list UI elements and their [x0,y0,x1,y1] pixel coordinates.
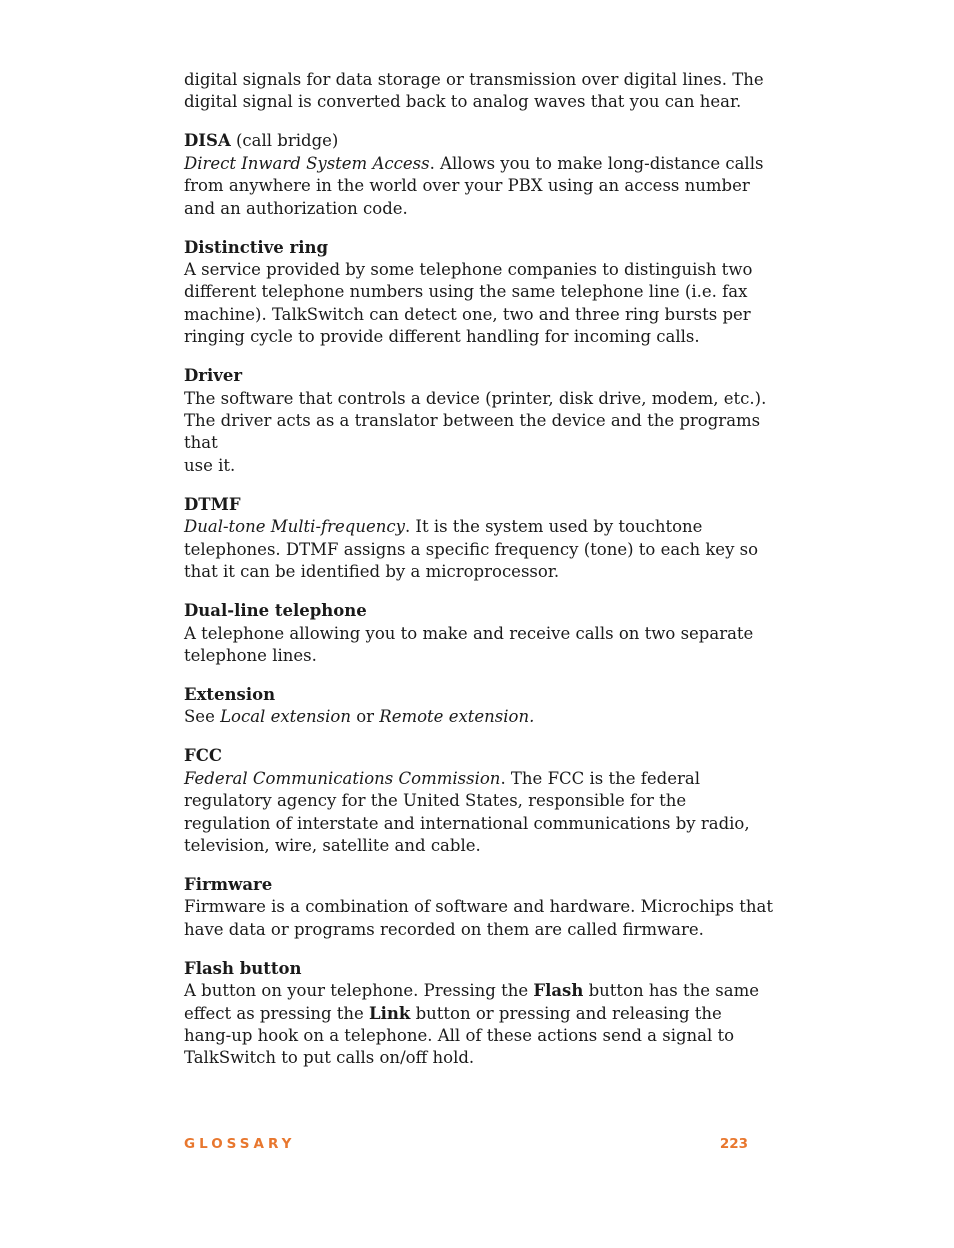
italic-text: Remote extension. [379,707,535,727]
entry-definition [184,896,774,941]
entry-term: DTMF [184,494,241,514]
definition-text: A telephone allowing you to make and receive calls on two separate telephone lines. [184,623,754,665]
definition-text: or [350,707,380,727]
page-number: 223 [719,1136,748,1152]
italic-text: Dual-tone Multi-frequency [184,517,405,537]
entry-definition [184,623,774,668]
definition-text: The software that controls a device (printer, disk drive, modem, etc.). The driver acts as a translator between the device and the programs that [184,388,767,453]
definition-text: use it. [184,455,236,475]
entry-heading [184,958,774,980]
emphasized-term: Link [369,1003,411,1023]
entry-heading [184,745,774,767]
definition-text: . It is the system used by touchtone telephones. DTMF assigns a specific frequency (tone) to each key so that it can be identified by a microprocessor. [184,517,759,582]
italic-text: Federal Communications Commission [184,768,501,788]
italic-text: Direct Inward System Access [184,153,430,173]
glossary-entry [184,958,774,1070]
entry-heading [184,600,774,622]
entry-definition [184,388,774,478]
entry-heading [184,494,774,516]
definition-text: A button on your telephone. Pressing the [184,981,534,1001]
entry-term: Driver [184,366,243,386]
entry-heading [184,684,774,706]
entry-heading [184,874,774,896]
entry-definition [184,768,774,858]
glossary-entry [184,745,774,857]
entry-term: Distinctive ring [184,237,329,257]
glossary-entry [184,874,774,941]
entry-definition [184,706,774,728]
entry-term: Dual-line telephone [184,601,367,621]
definition-text: button has the same effect as pressing the [184,981,759,1023]
entry-term: FCC [184,746,222,766]
glossary-entries [184,130,774,1069]
entry-heading [184,365,774,387]
entry-term: Flash button [184,958,302,978]
definition-text: . The FCC is the federal regulatory agency for the United States, responsible for the regulation of interstate and international communications by radio, television, wire, satellite and cable. [184,768,750,855]
italic-text: Local extension [220,707,351,727]
glossary-entry [184,600,774,667]
emphasized-term: Flash [533,981,584,1001]
glossary-entry [184,237,774,349]
definition-text: See [184,707,221,727]
page-footer [184,1136,748,1152]
entry-term: DISA [184,131,231,151]
entry-definition [184,980,774,1070]
definition-text: A service provided by some telephone companies to distinguish two different telephone numbers using the same telephone line (i.e. fax machine). TalkSwitch can detect one, two and three ring bursts per ringing cycle to provide different handling for incoming calls. [184,260,753,347]
glossary-entry [184,365,774,477]
definition-text: button or pressing and releasing the hang-up hook on a telephone. All of these actions send a signal to TalkSwitch to put calls on/off hold. [184,1003,735,1068]
definition-text: Firmware is a combination of software and hardware. Microchips that have data or programs recorded on them are called firmware. [184,897,773,939]
entry-term-qualifier: (call bridge) [230,131,339,151]
footer-section-label: GLOSSARY [184,1136,296,1152]
entry-definition [184,153,774,220]
definition-text: . Allows you to make long-distance calls from anywhere in the world over your PBX using an access number and an authorization code. [184,153,764,218]
continued-definition: digital signals for data storage or transmission over digital lines. The digital signal is converted back to analog waves that you can hear. [184,70,764,112]
entry-definition [184,259,774,349]
entry-heading [184,130,774,152]
entry-term: Firmware [184,874,273,894]
glossary-entry [184,130,774,220]
entry-term: Extension [184,684,276,704]
entry-heading [184,237,774,259]
glossary-entry [184,684,774,729]
entry-definition [184,516,774,583]
glossary-content [184,69,774,1086]
glossary-entry [184,494,774,584]
